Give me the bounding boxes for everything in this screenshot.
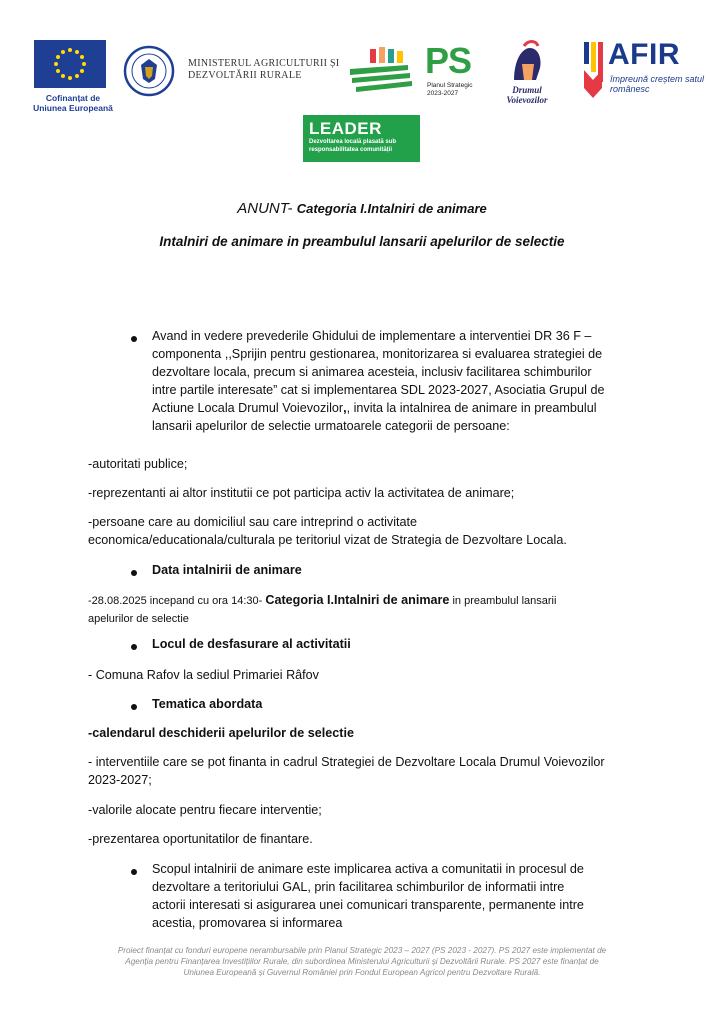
intro-paragraph xyxy=(152,327,692,435)
comma: , xyxy=(343,401,347,415)
topic-line: - interventiile care se pot finanta in cadrul Strategiei de Dezvoltare Locala Drumul Voievozilor xyxy=(88,755,605,769)
topic-opportunities: -prezentarea oportunitatilor de finantare. xyxy=(88,832,313,846)
intro-line xyxy=(152,399,692,417)
topic-values: -valorile alocate pentru fiecare interventie; xyxy=(88,803,322,817)
purpose-line: actorii interesati si asigurarea unei comunicari transparente, permanente intre xyxy=(152,898,584,912)
intro-line: Avand in vedere prevederile Ghidului de implementare a interventiei DR 36 F – xyxy=(152,329,592,343)
intro-line: dezvoltare locala, precum si animarea acesteia, inclusiv facilitarea schimburilor xyxy=(152,365,592,379)
leader-logo xyxy=(303,115,420,162)
afir-logo-text: AFIR xyxy=(608,38,680,71)
eu-flag-logo xyxy=(34,40,106,88)
category-line: economica/educationala/culturala pe teritoriul vizat de Strategia de Dezvoltare Locala. xyxy=(88,533,567,547)
leader-subtitle: Dezvoltarea locală plasată sub responsabilitatea comunității xyxy=(309,139,397,153)
organization-name: Actiune Locala Drumul Voievozilor xyxy=(152,401,344,415)
date-text: -28.08.2025 incepand cu ora 14:30- xyxy=(88,595,266,607)
topic-line: 2023-2027; xyxy=(88,773,152,787)
government-seal-logo xyxy=(123,45,175,97)
bullet-purpose xyxy=(131,869,137,875)
topics-heading: Tematica abordata xyxy=(152,697,263,711)
eu-stars-icon xyxy=(34,40,106,88)
eu-caption: Cofinanțat de Uniunea Europeană xyxy=(33,93,113,113)
purpose-line: dezvoltare a teritoriului GAL, prin facilitarea schimburilor de informatii intre xyxy=(152,880,565,894)
purpose-line: acestia, promovarea si informarea xyxy=(152,916,343,930)
drumul-voievozilor-logo-text: Drumul Voievozilor xyxy=(506,85,548,105)
location-text: - Comuna Rafov la sediul Primariei Râfov xyxy=(88,668,319,682)
ministry-name: MINISTERUL AGRICULTURII ȘI DEZVOLTĂRII RURALE xyxy=(188,58,340,81)
title-prefix: ANUNT- xyxy=(237,200,293,217)
title-category: Categoria I.Intalniri de animare xyxy=(296,201,487,216)
funding-footer xyxy=(90,945,634,978)
category-persons xyxy=(88,513,708,549)
drumul-voievozilor-mark xyxy=(500,40,550,88)
afir-tagline: împreună creștem satul românesc xyxy=(610,74,705,94)
date-details xyxy=(88,591,708,628)
date-heading: Data intalnirii de animare xyxy=(152,563,302,577)
footer-line: Uniunea Europeană și Guvernul României prin Fondul European Agricol pentru Dezvoltare Rurală. xyxy=(183,968,541,977)
ps-logo-text: PS xyxy=(425,40,472,81)
afir-mark xyxy=(582,40,604,100)
leader-title: LEADER xyxy=(309,119,382,138)
ps-subtitle: Planul Strategic 2023-2027 xyxy=(427,82,473,97)
topic-interventions xyxy=(88,753,708,789)
intro-line: intre partile interesate” cat si implementarea SDL 2023-2027, Asociatia Grupul de xyxy=(152,383,605,397)
date-line xyxy=(88,591,708,610)
bullet-topics xyxy=(131,704,137,710)
bullet-date xyxy=(131,570,137,576)
ps-stripes-logo xyxy=(348,45,420,95)
date-line: apelurilor de selectie xyxy=(88,613,189,625)
topic-calendar: -calendarul deschiderii apelurilor de selectie xyxy=(88,726,354,740)
intro-line-cont: , invita la intalnirea de animare in preambulul xyxy=(346,401,597,415)
purpose-paragraph xyxy=(152,860,692,932)
purpose-line: Scopul intalnirii de animare este implicarea activa a comunitatii in procesul de xyxy=(152,862,584,876)
bullet-location xyxy=(131,644,137,650)
category-line: -persoane care au domiciliul sau care intreprind o activitate xyxy=(88,515,418,529)
announcement-title xyxy=(0,200,724,217)
footer-line: Agenția pentru Finanțarea Investițiilor Rurale, din subordinea Ministerului Agriculturii și Dezvoltării Rurale. PS 2027 este finanțat de xyxy=(125,957,599,966)
announcement-subtitle: Intalniri de animare in preambulul lansarii apelurilor de selectie xyxy=(159,234,565,249)
location-heading: Locul de desfasurare al activitatii xyxy=(152,637,351,651)
intro-line: componenta ,,Sprijin pentru gestionarea, monitorizarea si evaluarea strategiei de xyxy=(152,347,603,361)
category-public-authorities: -autoritati publice; xyxy=(88,457,188,471)
category-institutions: -reprezentanti ai altor institutii ce pot participa activ la activitatea de animare; xyxy=(88,486,515,500)
date-text-cont: in preambulul lansarii xyxy=(449,595,557,607)
footer-line: Proiect finanțat cu fonduri europene nerambursabile prin Planul Strategic 2023 – 2027 (PS 2023 - 2027). PS 2027 este implementat de xyxy=(117,946,607,955)
bullet-intro xyxy=(131,336,137,342)
date-category: Categoria I.Intalniri de animare xyxy=(265,593,450,607)
intro-line: lansarii apelurilor de selectie urmatoarele categorii de persoane: xyxy=(152,419,510,433)
